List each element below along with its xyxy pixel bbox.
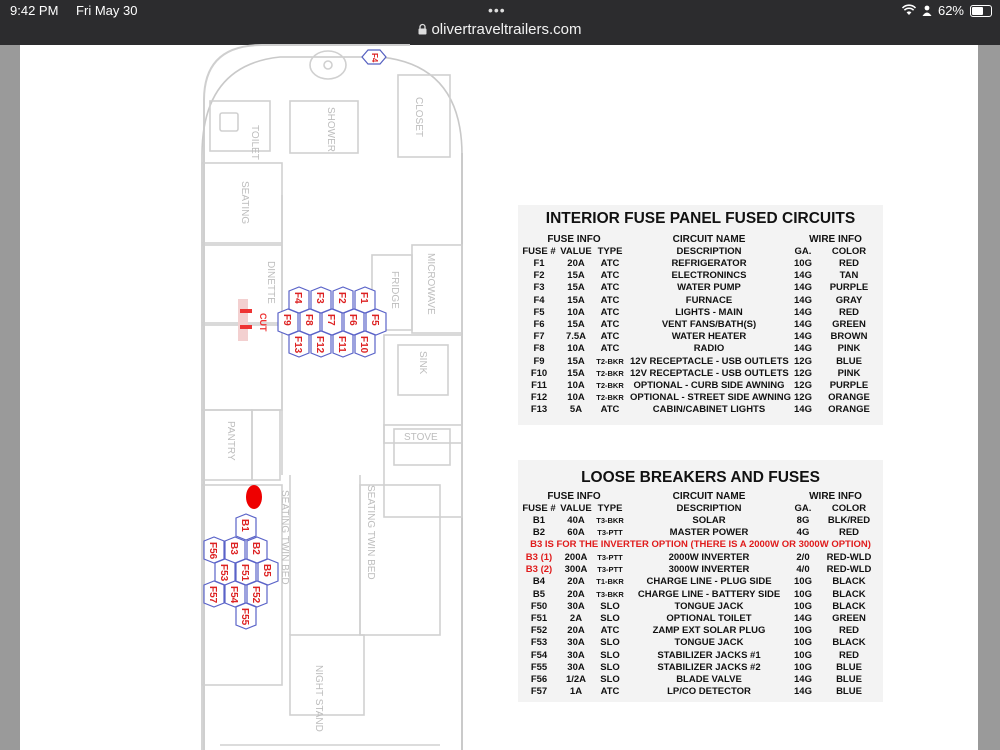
night-stand-label: NIGHT STAND [313, 665, 324, 732]
lock-icon [418, 24, 427, 35]
table-row [518, 589, 883, 601]
table-cell: F51 [530, 613, 548, 624]
table-cell: ATC [600, 258, 620, 269]
table-cell: OPTIONAL TOILET [666, 613, 752, 624]
fuse-hex-label: F5 [369, 314, 380, 326]
status-left [10, 3, 151, 18]
table-cell: 12G [794, 355, 812, 367]
table-cell: 1/2A [565, 674, 587, 685]
table-cell: 5A [569, 404, 583, 416]
table-row [518, 674, 883, 686]
table-cell: SLO [600, 674, 620, 685]
table-cell: PINK [837, 367, 861, 379]
table-cell: 12V RECEPTACLE - USB OUTLETS [630, 355, 789, 367]
table-cell: 60A [567, 527, 585, 539]
table-cell: TAN [839, 270, 859, 282]
table-row [518, 319, 883, 331]
table-cell: 10G [794, 576, 812, 588]
table-cell: B4 [532, 576, 546, 588]
table-cell: STABILIZER JACKS #2 [657, 661, 761, 673]
table-cell: T2-BKR [596, 356, 624, 366]
table-cell: CHARGE LINE - PLUG SIDE [646, 576, 772, 588]
table-cell: FURNACE [685, 294, 733, 306]
shower-label: SHOWER [325, 107, 336, 152]
table-cell: 30A [567, 600, 585, 612]
table-cell: ATC [600, 625, 620, 637]
table-cell: GREEN [832, 319, 866, 330]
table-cell: ATC [600, 306, 620, 318]
table-cell: F2 [533, 270, 545, 282]
table-row [518, 258, 883, 270]
table-cell: F6 [533, 319, 545, 330]
table-cell: 14G [794, 674, 812, 685]
interior-fuse-table [518, 205, 883, 425]
table-cell: F56 [530, 674, 548, 685]
table-cell: TONGUE JACK [674, 637, 744, 649]
table-cell: 14G [794, 686, 812, 698]
table-cell: ATC [600, 331, 620, 343]
table-cell: 10A [567, 392, 585, 404]
table-cell: VALUE [560, 246, 592, 257]
table-row [518, 576, 883, 588]
table-cell: F4 [533, 294, 545, 306]
table-cell: F54 [530, 649, 548, 661]
table-row [518, 601, 883, 613]
seating-twin-bed-label: SEATING TWIN BED [279, 490, 290, 585]
table-cell: 12G [794, 367, 812, 379]
table-row [518, 613, 883, 625]
table-cell: 14G [794, 404, 812, 416]
table-cell: GRAY [835, 294, 863, 306]
table-cell: RED-WLD [826, 564, 872, 576]
table-cell: STABILIZER JACKS #1 [657, 649, 761, 661]
fuse-hex-label: F7 [325, 314, 336, 326]
table-cell: SLO [600, 613, 620, 624]
table-row [518, 527, 883, 539]
table-cell: ATC [600, 404, 620, 416]
table-cell: 8G [796, 515, 810, 526]
table-cell: B3 (2) [525, 564, 553, 576]
table-cell: ORANGE [828, 392, 870, 404]
table-cell: 15A [567, 319, 585, 330]
seating-twin-bed-label-2: SEATING TWIN BED [365, 485, 376, 580]
table-cell: 10G [794, 649, 812, 661]
loose-column-headers [518, 503, 883, 515]
table-cell: BLADE VALVE [676, 674, 742, 685]
table-cell: F12 [530, 392, 548, 404]
table-cell: ATC [600, 294, 620, 306]
fuse-hex-label: F57 [207, 586, 218, 604]
table-cell: PURPLE [829, 380, 869, 391]
table-cell: ATC [600, 686, 620, 698]
inverter-option-note: B3 IS FOR THE INVERTER OPTION (THERE IS A 2000W OR 3000W OPTION) [530, 539, 871, 550]
table-cell: 2A [569, 613, 583, 624]
table-row [518, 552, 883, 564]
table-cell: WATER PUMP [677, 282, 741, 294]
table-cell: CHARGE LINE - BATTERY SIDE [637, 588, 781, 600]
table-cell: 30A [567, 661, 585, 673]
status-time: 9:42 PM [10, 3, 59, 18]
table-cell: F13 [530, 404, 548, 416]
table-row [518, 380, 883, 392]
table-cell: BLUE [836, 355, 862, 367]
loose-group-headers: FUSE INFO CIRCUIT NAME WIRE INFO [547, 491, 862, 502]
closet-label: CLOSET [413, 97, 424, 138]
table-cell: F57 [530, 686, 548, 698]
fuse-hex-label: F12 [314, 336, 325, 354]
microwave-label: MICROWAVE [425, 253, 436, 315]
table-cell: F1 [533, 258, 545, 269]
table-cell: F52 [530, 625, 548, 637]
table-cell: BROWN [830, 331, 868, 343]
status-right [902, 3, 992, 18]
table-cell: MASTER POWER [669, 527, 749, 539]
table-cell: SLO [600, 649, 620, 661]
table-cell: ATC [600, 343, 620, 355]
table-cell: 15A [567, 270, 585, 282]
interior-group-headers: FUSE INFO CIRCUIT NAME WIRE INFO [547, 234, 862, 245]
table-cell: F3 [533, 282, 545, 294]
stove-label: STOVE [404, 432, 438, 443]
orientation-lock-icon [922, 5, 932, 16]
table-cell: RED [838, 625, 860, 637]
table-cell: RADIO [693, 343, 725, 355]
trailer-floor-plan [20, 45, 438, 750]
fuse-hex-label: F52 [250, 586, 261, 604]
loose-breakers-table [518, 460, 883, 702]
table-cell: F53 [530, 637, 548, 649]
table-cell: PINK [837, 343, 861, 355]
table-cell: SLO [600, 600, 620, 612]
sink-label: SINK [417, 351, 428, 375]
table-row [518, 270, 883, 282]
table-cell: F11 [531, 380, 547, 391]
table-row [518, 564, 883, 576]
table-cell: F8 [533, 343, 545, 355]
left-page-margin [0, 45, 20, 750]
interior-fuse-cluster [278, 287, 386, 357]
table-cell: T2-BKR [596, 368, 624, 378]
table-row [518, 331, 883, 343]
fuse-hex-label: F13 [292, 336, 303, 354]
table-cell: 10G [794, 661, 812, 673]
table-cell: FUSE # [522, 503, 556, 514]
table-row [518, 368, 883, 380]
table-row [518, 662, 883, 674]
table-cell: 14G [794, 294, 812, 306]
pantry-label: PANTRY [225, 421, 236, 461]
table-cell: 14G [794, 306, 812, 318]
table-cell: 4G [796, 527, 810, 539]
fuse-hex-label: F8 [303, 314, 314, 326]
table-cell: 14G [794, 331, 812, 343]
table-cell: 12V RECEPTACLE - USB OUTLETS [630, 367, 789, 379]
table-cell: ZAMP EXT SOLAR PLUG [652, 625, 766, 637]
table-cell: OPTIONAL - CURB SIDE AWNING [633, 380, 785, 391]
table-cell: 15A [567, 355, 585, 367]
table-row [518, 343, 883, 355]
table-cell: 20A [567, 258, 585, 269]
table-cell: 2000W INVERTER [668, 552, 750, 563]
table-cell: T3-PTT [597, 553, 623, 562]
table-cell: 3000W INVERTER [668, 564, 750, 576]
table-cell: BLK/RED [827, 515, 871, 526]
table-cell: T2-BKR [596, 381, 624, 390]
fuse-hex-label: F54 [228, 586, 239, 604]
table-cell: RED-WLD [826, 552, 872, 563]
table-cell: 10G [794, 625, 812, 637]
table-cell: COLOR [831, 246, 867, 257]
table-cell: DESCRIPTION [676, 503, 742, 514]
table-cell: T3-BKR [596, 589, 624, 599]
table-cell: 15A [567, 282, 585, 294]
table-cell: 40A [567, 515, 585, 526]
table-cell: 30A [567, 637, 585, 649]
fuse-hex-label: F4 [292, 292, 303, 304]
wifi-icon [902, 5, 916, 16]
table-row [518, 356, 883, 368]
table-cell: 4/0 [796, 564, 810, 576]
table-cell: 2/0 [796, 552, 810, 563]
table-cell: VALUE [560, 503, 592, 514]
table-cell: BLUE [836, 686, 862, 698]
battery-location-marker [246, 485, 262, 509]
table-cell: BLUE [836, 674, 862, 685]
table-cell: SLO [600, 661, 620, 673]
fuse-hex-label: F1 [358, 292, 369, 304]
table-cell: ELECTRONINCS [671, 270, 747, 282]
fuse-hex-label: F56 [207, 542, 218, 560]
table-cell: 10G [794, 637, 812, 649]
table-cell: 14G [794, 613, 812, 624]
fuse-hex-label: B1 [239, 519, 250, 532]
fuse-hex-label: F51 [239, 564, 250, 582]
table-cell: 1A [569, 686, 583, 698]
table-row [518, 637, 883, 649]
table-cell: ORANGE [828, 404, 870, 416]
table-cell: REFRIGERATOR [671, 258, 747, 269]
table-cell: LP/CO DETECTOR [667, 686, 751, 698]
table-cell: WATER HEATER [671, 331, 747, 343]
table-cell: T3-BKR [596, 516, 624, 525]
table-cell: 15A [567, 294, 585, 306]
table-cell: F7 [533, 331, 545, 343]
fuse-hex-label: F3 [314, 292, 325, 304]
table-cell: F55 [530, 661, 548, 673]
interior-column-headers [518, 246, 883, 258]
table-cell: B3 (1) [525, 552, 553, 563]
table-cell: TONGUE JACK [674, 600, 744, 612]
table-cell: F10 [530, 367, 548, 379]
table-cell: 14G [794, 282, 812, 294]
dinette-label: DINETTE [265, 261, 276, 304]
battery-percent: 62% [937, 3, 964, 18]
table-cell: BLACK [832, 637, 866, 649]
table-cell: TYPE [597, 246, 623, 257]
fuse-hex-label: F53 [218, 564, 229, 582]
table-cell: TYPE [597, 503, 623, 514]
table-cell: ATC [600, 282, 620, 294]
table-cell: 300A [564, 564, 588, 576]
cut-marker [238, 299, 268, 341]
battery-icon [970, 5, 992, 17]
svg-text:F4: F4 [370, 53, 379, 63]
fuse-hex-label: F10 [358, 336, 369, 354]
seating-label: SEATING [239, 181, 250, 225]
table-cell: ATC [600, 319, 620, 330]
table-row [518, 404, 883, 416]
table-cell: BLACK [832, 588, 866, 600]
table-cell: 15A [567, 367, 585, 379]
table-row [518, 307, 883, 319]
table-cell: 20A [567, 576, 585, 588]
table-row [518, 282, 883, 294]
table-row [518, 625, 883, 637]
table-cell: 10A [567, 380, 585, 391]
table-cell: COLOR [831, 503, 867, 514]
status-date: Fri May 30 [76, 3, 138, 18]
right-page-margin [978, 45, 1000, 750]
web-page [20, 45, 978, 750]
table-cell: F50 [530, 600, 548, 612]
table-cell: RED [838, 258, 860, 269]
table-cell: DESCRIPTION [676, 246, 742, 257]
table-cell: OPTIONAL - STREET SIDE AWNING [630, 392, 791, 404]
table-cell: 20A [567, 625, 585, 637]
loose-fuse-cluster [204, 514, 278, 629]
table-cell: GREEN [832, 613, 866, 624]
table-cell: 200A [564, 552, 588, 563]
table-cell: RED [838, 649, 860, 661]
table-cell: 12G [794, 380, 812, 391]
table-cell: B1 [532, 515, 546, 526]
table-cell: 14G [794, 270, 812, 282]
table-row [518, 295, 883, 307]
table-cell: 10G [794, 588, 812, 600]
table-cell: ATC [600, 270, 620, 282]
table-cell: 20A [567, 588, 585, 600]
fridge-label: FRIDGE [389, 271, 400, 309]
table-cell: GA. [794, 246, 812, 257]
table-cell: 10G [794, 258, 812, 269]
table-row [518, 650, 883, 662]
table-cell: RED [838, 527, 860, 539]
table-cell: T1-BKR [596, 577, 624, 587]
table-cell: GA. [794, 503, 812, 514]
table-cell: CABIN/CABINET LIGHTS [652, 404, 766, 416]
fuse-hex-label: B5 [261, 564, 272, 577]
address-bar[interactable] [0, 21, 1000, 38]
table-cell: 14G [794, 319, 812, 330]
fuse-hex-label: F11 [336, 336, 347, 353]
table-cell: T2-BKR [596, 393, 624, 403]
table-cell: 30A [567, 649, 585, 661]
table-cell: T3-PTT [597, 565, 623, 575]
table-cell: 10A [567, 306, 585, 318]
browser-top-bar [0, 0, 1000, 45]
multitasking-dots-icon[interactable]: ••• [488, 2, 506, 18]
toilet-label: TOILET [249, 125, 260, 160]
fuse-hex-label: F9 [281, 314, 292, 326]
loose-table-title: LOOSE BREAKERS AND FUSES [581, 469, 820, 486]
table-cell: 12G [794, 392, 812, 404]
table-cell: LIGHTS - MAIN [675, 306, 743, 318]
interior-table-title: INTERIOR FUSE PANEL FUSED CIRCUITS [545, 210, 856, 227]
table-row [518, 686, 883, 698]
table-cell: VENT FANS/BATH(S) [661, 319, 757, 330]
table-cell: 14G [794, 343, 812, 355]
table-cell: RED [838, 306, 860, 318]
table-cell: 10G [794, 600, 812, 612]
table-cell: SOLAR [692, 515, 726, 526]
table-cell: FUSE # [522, 246, 556, 257]
table-cell: F9 [533, 355, 545, 367]
table-cell: BLACK [832, 600, 866, 612]
fuse-hex-label: B2 [250, 542, 261, 555]
table-cell: PURPLE [829, 282, 869, 294]
table-cell: SLO [600, 637, 620, 649]
cut-label: CUT [258, 313, 268, 332]
table-cell: F5 [533, 306, 545, 318]
fuse-hex-label: F6 [347, 314, 358, 326]
fuse-hex-label: F2 [336, 292, 347, 304]
url-text: olivertraveltrailers.com [431, 21, 582, 38]
fuse-hex-label: F55 [239, 608, 250, 626]
table-cell: B5 [532, 588, 546, 600]
table-row [518, 515, 883, 527]
table-cell: BLACK [832, 576, 866, 588]
table-cell: T3-PTT [597, 528, 623, 538]
fuse-hex-label: B3 [228, 542, 239, 555]
top-f4-fuse [362, 50, 386, 64]
table-row [518, 392, 883, 404]
table-cell: BLUE [836, 661, 862, 673]
table-cell: 7.5A [565, 331, 587, 343]
table-cell: 10A [567, 343, 585, 355]
table-cell: B2 [532, 527, 546, 539]
